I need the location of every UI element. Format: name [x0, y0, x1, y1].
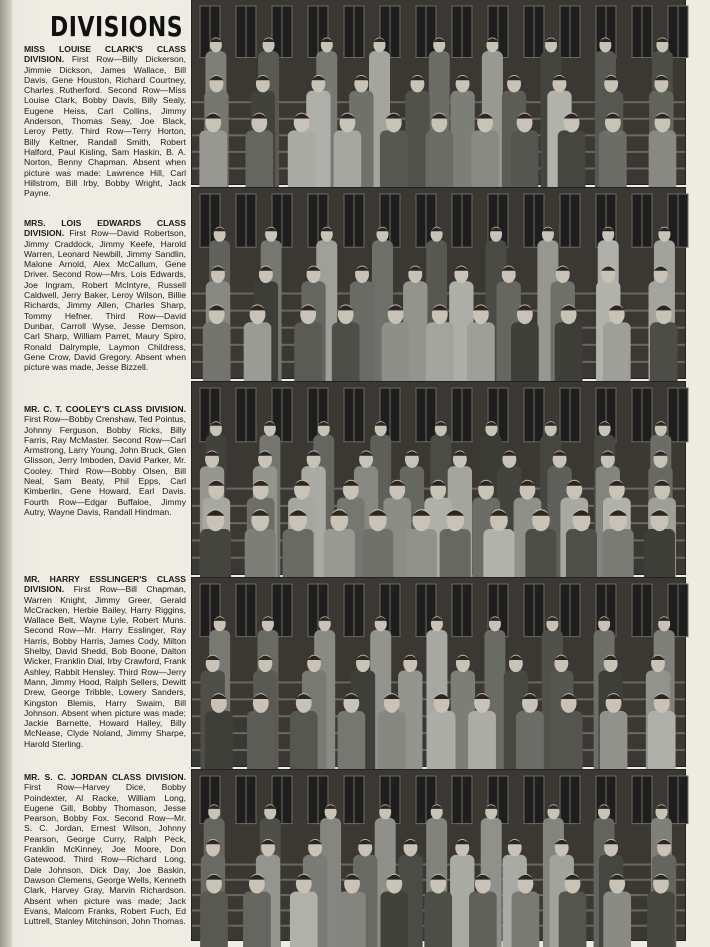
group-photo-illustration: [192, 188, 685, 378]
caption-lead: MR. C. T. COOLEY'S CLASS DIVISION.: [24, 404, 186, 414]
class-photo-edwards: [192, 188, 685, 378]
caption-body: First Row—David Robertson, Jimmy Craddock, Jimmy Keefe, Harold Warren, Leonard Newbill, Jimmy Sandlin, Malone Arnold, Alex McCallum, Gene Driver. Second Row—Mrs. Lois Edwards, Joe Ingram, Robert McIntyre, Russell Caldwell, Jerry Baker, Leroy Wilson, Billie Richards, Jimmy Allen, Charles Sharp, Tommy Hefner. Third Row—David Dunbar, Carroll Wyse, Jesse Demson, Carl Sharp, William Parret, Maury Spiro, Ronald Dalrymple, Laymon Childress, Gene Crow, David Gregory. Absent when picture was made, Jesse Bizzell.: [24, 228, 186, 373]
book-spine-shadow: [0, 0, 12, 947]
group-photo-illustration: [192, 0, 685, 184]
caption-clark-division: [24, 44, 187, 199]
caption-body: First Row—Billy Dickerson, Jimmie Dickson, James Wallace, Bill Davis, Gene Houston, Richard Courtney, Charles Rutherford. Second Row—Miss Louise Clark, Bobby Davis, Billy Sealy, Eugene Heiss, Carl Collins, Jimmy Anderson, Thomas Seay, Joe Black, Leroy Petty. Third Row—Terry Horton, Billy Keltner, Randall Smith, Robert Halford, Paul Kisling, Sam Haskin, B. A. Norton, Benny Chapman. Absent when picture was made: Lawrence Hill, Carl Hillstrom, Bill Irby, Bobby Wright, Jack Payne.: [24, 54, 187, 199]
caption-lead: MR. HARRY ESSLINGER'S CLASS DIVISION.: [24, 574, 186, 595]
caption-body: First Row—Bobby Crenshaw, Ted Pointus, Johnny Ferguson, Bobby Ricks, Billy Farris, Ray McMaster. Second Row—Carl Armstrong, Larry Young, John Bruck, Glen Glisson, Jerry Imboden, David Parker, Mr. Cooley. Third Row—Bobby Olsen, Bill Neal, Sam Beaty, Phil Epps, Carl Kimberlin, Gene Howard, Earl Davis. Fourth Row—Edgar Buffaloe, Jimmy Autry, Wayne Davis, Randall Hindman.: [24, 414, 186, 517]
caption-edwards-division: [24, 218, 186, 376]
page-heading: DIVISIONS: [50, 12, 184, 44]
caption-body: First Row—Bill Chapman, Warren Knight, Jimmy Greer, Gerald McCracken, Herbie Bailey, Harry Riggins, Wallace Belt, Wayne Lyle, Robert Muns. Second Row—Mr. Harry Esslinger, Ray Harris, Bobby Harris, James Cody, Milton Shelby, David Shedd, Bob Boone, Dalton Wicker, Franklin Dial, Irby Crawford, Frank Ashley, Rabbit Hensley. Third Row—Jerry Mann, Jimmy Hood, Ralph Sellers, Dewitt Drew, George Tribble, Lowery Sanders, Kingston Blemis, Harry Swaim, Bill Johnson. Absent when picture was made; Jackie Barnette, Howard Halley, Billy McNease, Clyde Noland, Jimmy Sharpe, Harold Sterling.: [24, 584, 187, 749]
class-photo-esslinger: [192, 578, 685, 766]
group-photo-illustration: [192, 578, 685, 766]
caption-body: First Row—Harvey Dice, Bobby Poindexter, Al Racke, William Long, Eugene Gill, Bobby Thomason, Jesse Pearson, Bobby Fox. Second Row—Mr. S. C. Jordan, Ernest Wilson, Johnny Pearson, George Curry, Ralph Peck, Franklin McKinney, Joe Moore, Don Gatewood. Third Row—Richard Long, Dale Johnson, Dick Day, Joe Baskin, Dawson Clemens, George Wells, Kenneth Clark, Harvey Gray, Marvin Richardson. Absent when picture was made; Jack Evans, Malcom Franks, Robert Fuch, Ed Luttrell, Stanley Mitchinson, John Thomas.: [24, 782, 186, 927]
caption-jordan-division: [24, 772, 186, 932]
caption-lead: MRS. LOIS EDWARDS CLASS DIVISION.: [24, 218, 186, 239]
class-photo-cooley: [192, 382, 685, 574]
caption-lead: MISS LOUISE CLARK'S CLASS DIVISION.: [24, 44, 186, 65]
group-photo-illustration: [192, 770, 685, 940]
caption-cooley-division: [24, 404, 186, 554]
caption-esslinger-division: [24, 574, 186, 758]
class-photo-jordan: [192, 770, 685, 940]
group-photo-illustration: [192, 382, 685, 574]
class-photo-clark: [192, 0, 685, 184]
caption-lead: MR. S. C. JORDAN CLASS DIVISION.: [24, 772, 186, 782]
